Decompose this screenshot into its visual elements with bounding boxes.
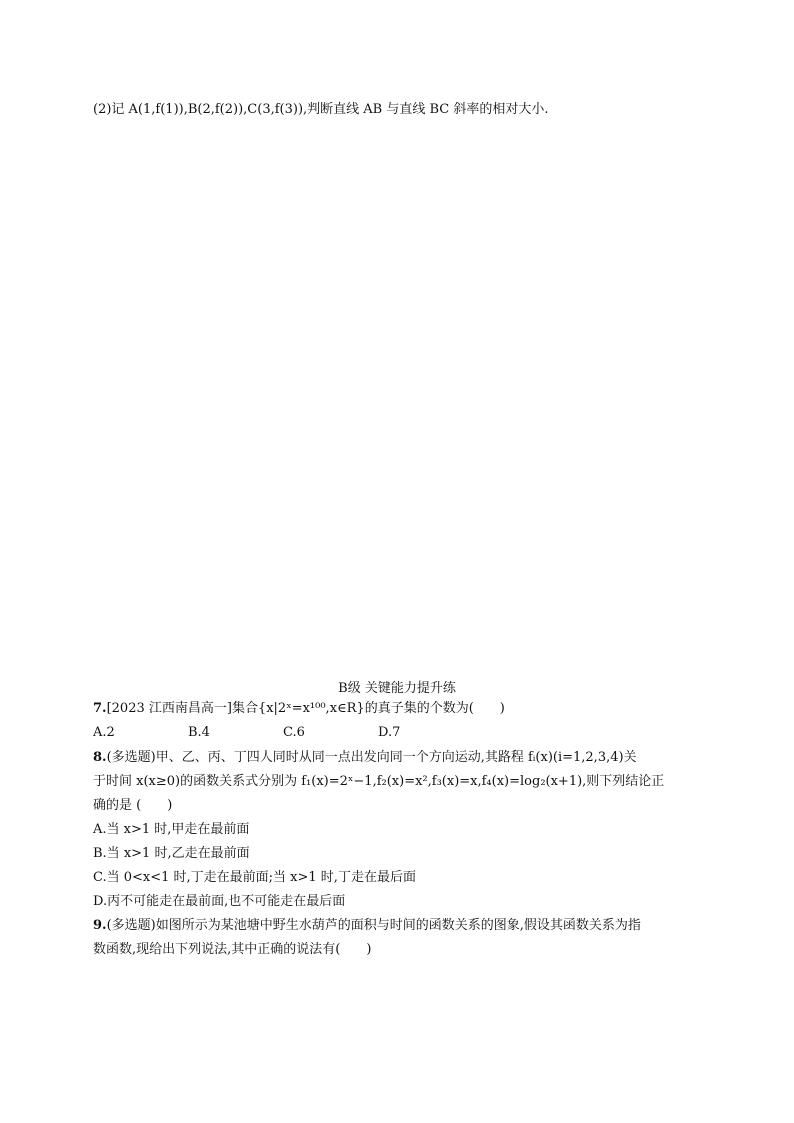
question-text: [2023 江西南昌高一]集合{x|2ˣ=x¹⁰⁰,x∈R}的真子集的个数为( ): [106, 701, 505, 716]
section-title: B级 关键能力提升练: [338, 681, 456, 696]
question-number: 7.: [93, 701, 107, 716]
q6-part2-text: (2)记 A(1,f(1)),B(2,f(2)),C(3,f(3)),判断直线 AB 与直线 BC 斜率的相对大小.: [93, 102, 549, 117]
question-8-option-b: B.当 x>1 时,乙走在最前面: [93, 846, 250, 861]
option-a: A.2: [93, 725, 115, 740]
question-8-line-3: 确的是 ( ): [93, 798, 173, 813]
question-9-line-2: 数函数,现给出下列说法,其中正确的说法有( ): [93, 942, 372, 957]
question-text: (多选题)甲、乙、丙、丁四人同时从同一点出发向同一个方向运动,其路程 fᵢ(x)(i=1,2,3,4)关: [106, 750, 637, 765]
question-number: 8.: [93, 750, 107, 765]
question-7: [93, 700, 505, 718]
question-number: 9.: [93, 918, 107, 933]
question-8-option-c: C.当 0<x<1 时,丁走在最前面;当 x>1 时,丁走在最后面: [93, 870, 416, 885]
question-8-line-1: [93, 749, 637, 767]
option-c: C.6: [283, 725, 305, 740]
question-7-options: [93, 725, 473, 740]
question-8-option-d: D.丙不可能走在最前面,也不可能走在最后面: [93, 894, 346, 909]
question-8-line-2: 于时间 x(x≥0)的函数关系式分别为 f₁(x)=2ˣ−1,f₂(x)=x²,f₃(x)=x,f₄(x)=log₂(x+1),则下列结论正: [93, 774, 665, 789]
option-d: D.7: [378, 725, 401, 740]
question-9-line-1: [93, 917, 641, 935]
question-text: (多选题)如图所示为某池塘中野生水葫芦的面积与时间的函数关系的图象,假设其函数关系为指: [106, 918, 641, 933]
question-8-option-a: A.当 x>1 时,甲走在最前面: [93, 822, 250, 837]
option-b: B.4: [188, 725, 210, 740]
